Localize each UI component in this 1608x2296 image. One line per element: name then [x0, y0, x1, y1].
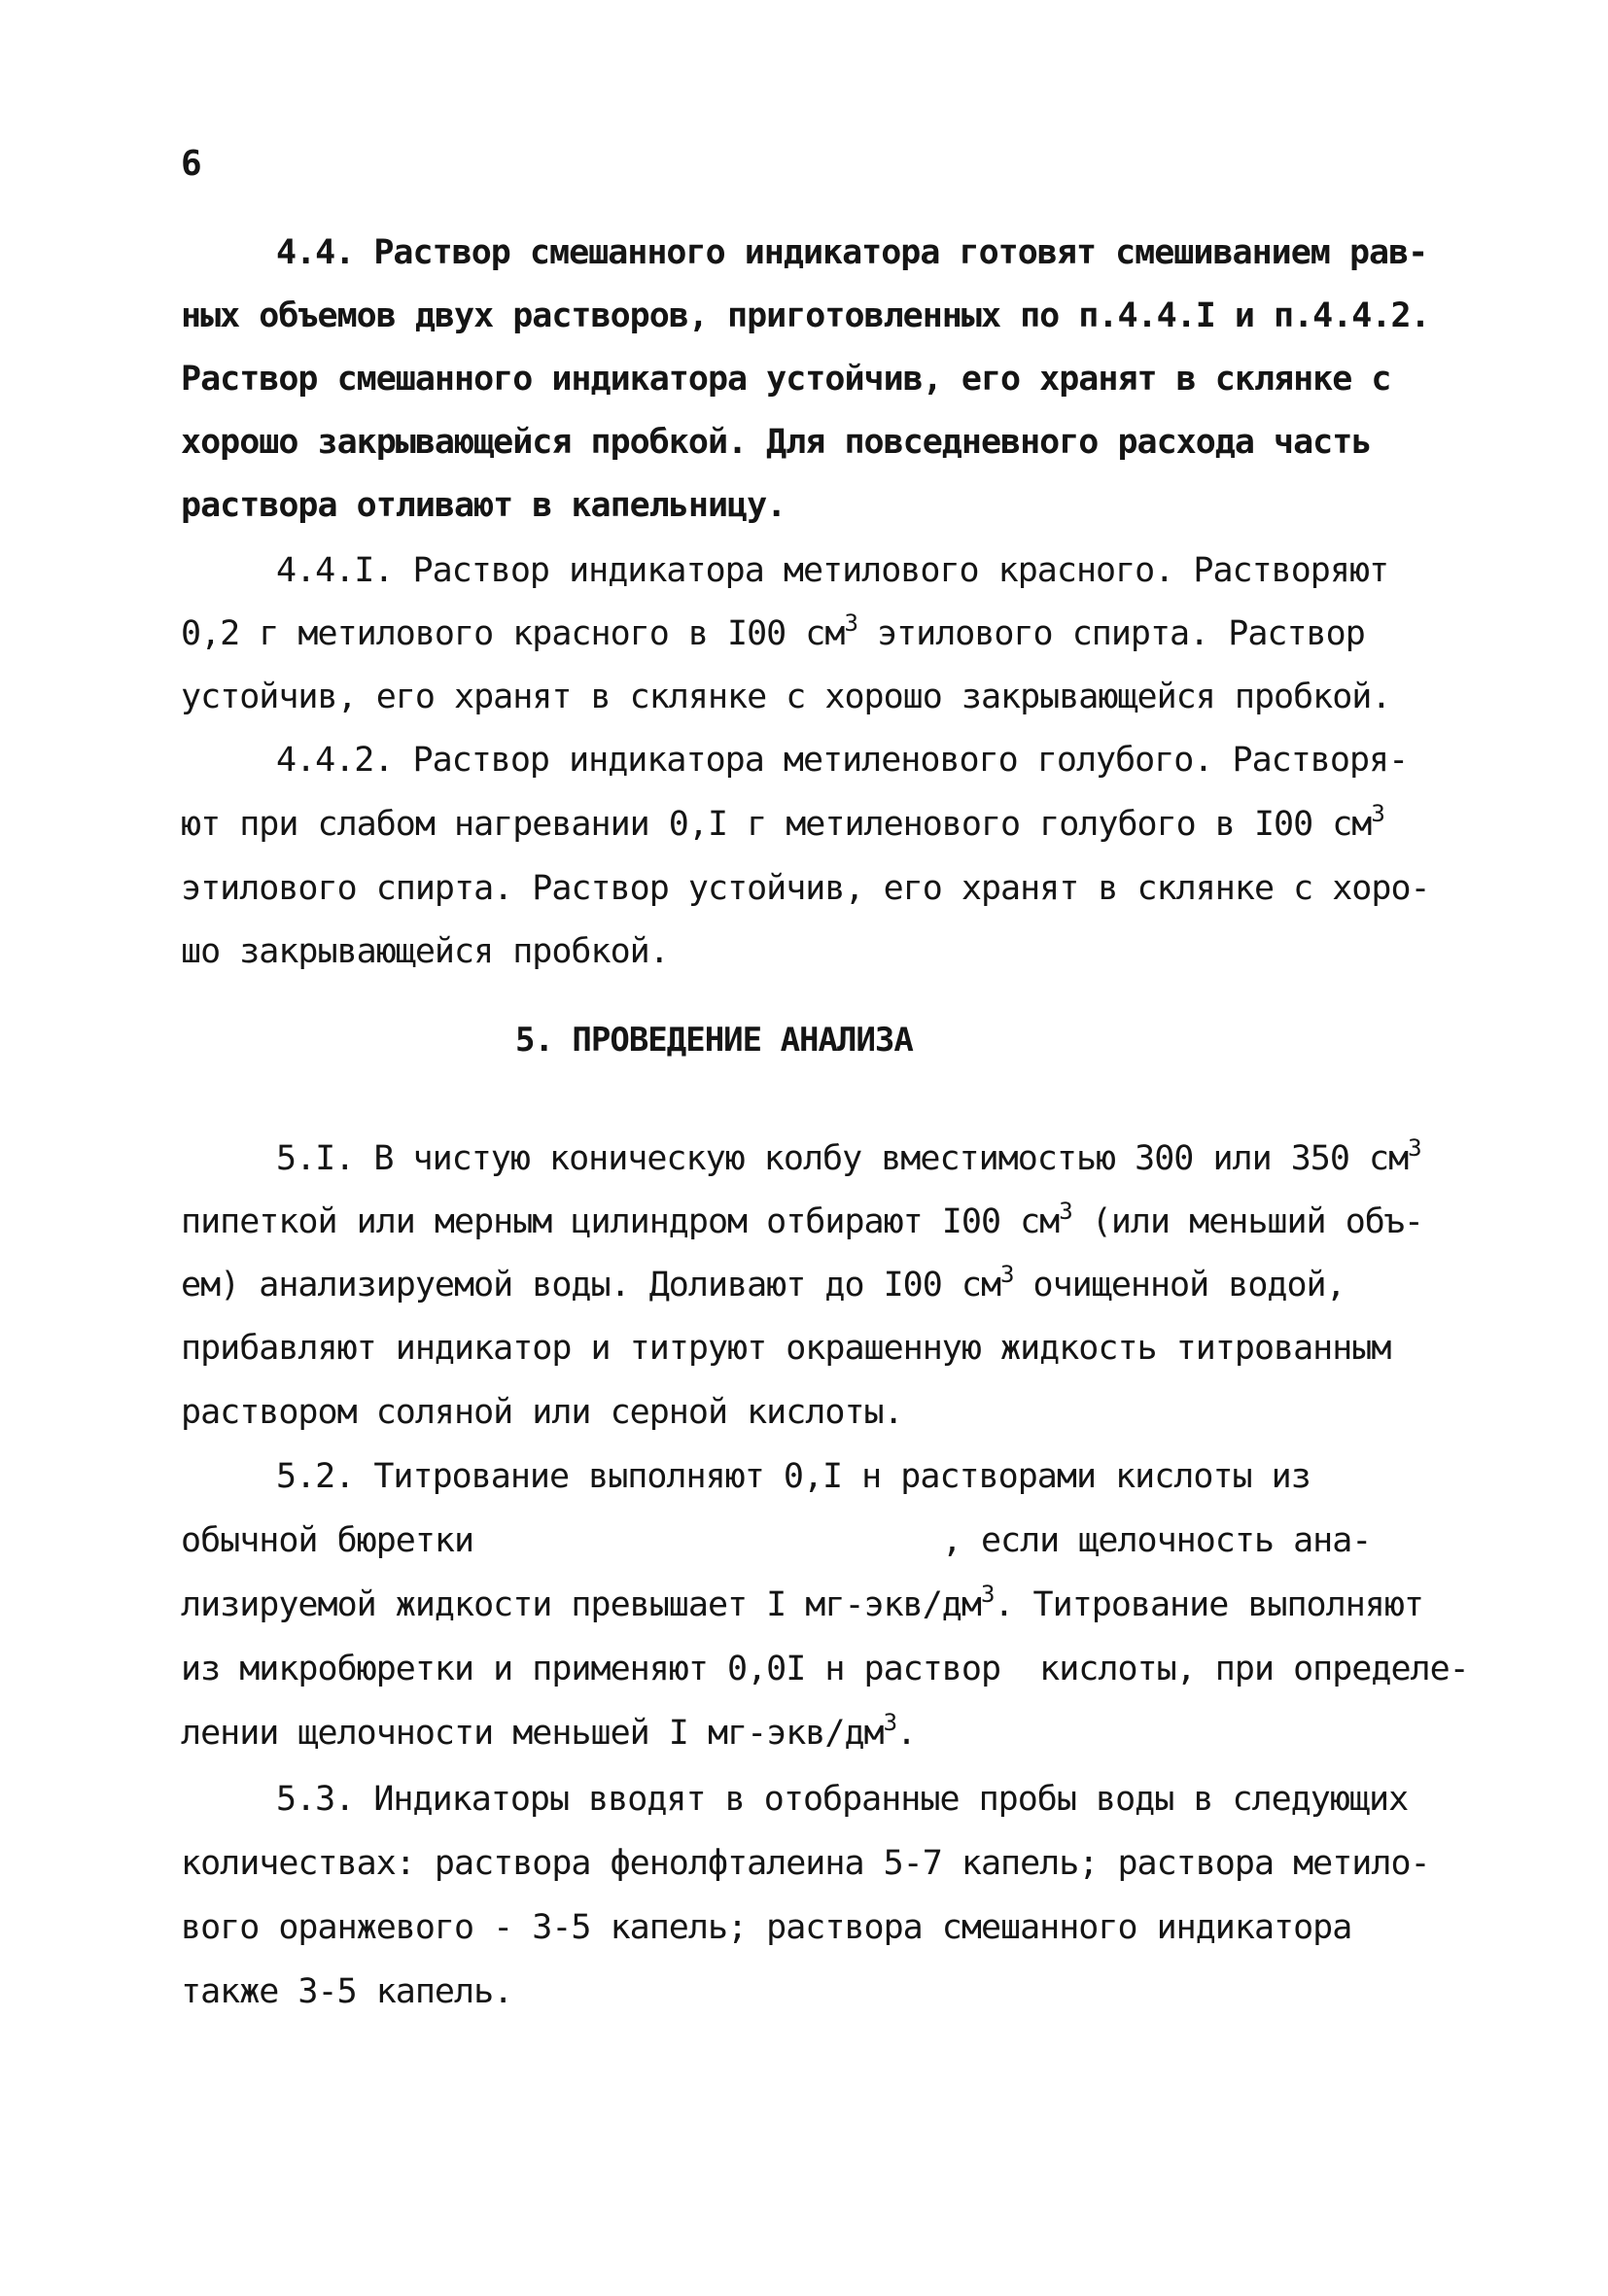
paragraph-5-2-line-5: лении щелочности меньшей I $мг-экв/дм^3$.: [181, 1709, 917, 1753]
paragraph-4-4-2-line-2: ют при слабом нагревании 0,I г метиленового голубого в I00 $см^3$: [181, 800, 1384, 844]
paragraph-4-4-1-line-3: устойчив, его хранят в склянке с хорошо закрывающейся пробкой.: [181, 678, 1391, 716]
paragraph-5-1-line-5: раствором соляной или серной кислоты.: [181, 1393, 903, 1432]
paragraph-4-4-2-line-3: этилового спирта. Раствор устойчив, его хранят в склянке с хоро-: [181, 869, 1430, 908]
paragraph-5-2-line-1: 5.2. Титрование выполняют 0,I н растворами кислоты из: [276, 1457, 1311, 1496]
paragraph-4-4-line-2: ных объемов двух растворов, приготовленных по п.4.4.I и п.4.4.2.: [181, 296, 1430, 335]
paragraph-5-3-line-3: вого оранжевого - 3-5 капель; раствора смешанного индикатора: [181, 1908, 1352, 1947]
paragraph-5-1-line-1: 5.I. В чистую коническую колбу вместимостью 300 или 350 $см^3$: [276, 1134, 1421, 1178]
paragraph-5-3-line-2: количествах: раствора фенолфталеина 5-7 капель; раствора метило-: [181, 1844, 1430, 1883]
paragraph-5-1-line-2: пипеткой или мерным цилиндром отбирают I00 $см^3$ (или меньший объ-: [181, 1198, 1423, 1241]
paragraph-5-3-line-1: 5.3. Индикаторы вводят в отобранные пробы воды в следующих: [276, 1780, 1409, 1819]
paragraph-4-4-1-line-2: 0,2 г метилового красного в I00 $см^3$ этилового спирта. Раствор: [181, 609, 1365, 653]
page-number: 6: [181, 144, 202, 184]
paragraph-5-2-line-3: лизируемой жидкости превышает I $мг-экв/дм^3$. Титрование выполняют: [181, 1581, 1423, 1624]
paragraph-4-4-line-3: Раствор смешанного индикатора устойчив, его хранят в склянке с: [181, 360, 1391, 399]
paragraph-4-4-1-line-1: 4.4.I. Раствор индикатора метилового красного. Растворяют: [276, 551, 1389, 590]
paragraph-5-1-line-4: прибавляют индикатор и титруют окрашенную жидкость титрованным: [181, 1329, 1391, 1368]
paragraph-4-4-line-4: хорошо закрывающейся пробкой. Для повседневного расхода часть: [181, 423, 1372, 462]
paragraph-4-4-line-5: раствора отливают в капельницу.: [181, 486, 787, 525]
paragraph-5-2-line-2: обычной бюретки , если щелочность ана-: [181, 1521, 1372, 1560]
paragraph-4-4-2-line-4: шо закрывающейся пробкой.: [181, 932, 669, 971]
paragraph-5-2-line-4: из микробюретки и применяют 0,0I н раствор кислоты, при определе-: [181, 1650, 1469, 1688]
paragraph-5-1-line-3: ем) анализируемой воды. Доливают до I00 $см^3$ очищенной водой,: [181, 1261, 1346, 1305]
paragraph-4-4-2-line-1: 4.4.2. Раствор индикатора метиленового голубого. Растворя-: [276, 741, 1409, 780]
section-heading: 5. ПРОВЕДЕНИЕ АНАЛИЗА: [515, 1021, 913, 1060]
paragraph-4-4-line-1: 4.4. Раствор смешанного индикатора готовят смешиванием рав-: [276, 233, 1428, 272]
paragraph-5-3-line-4: также 3-5 капель.: [181, 1972, 513, 2011]
